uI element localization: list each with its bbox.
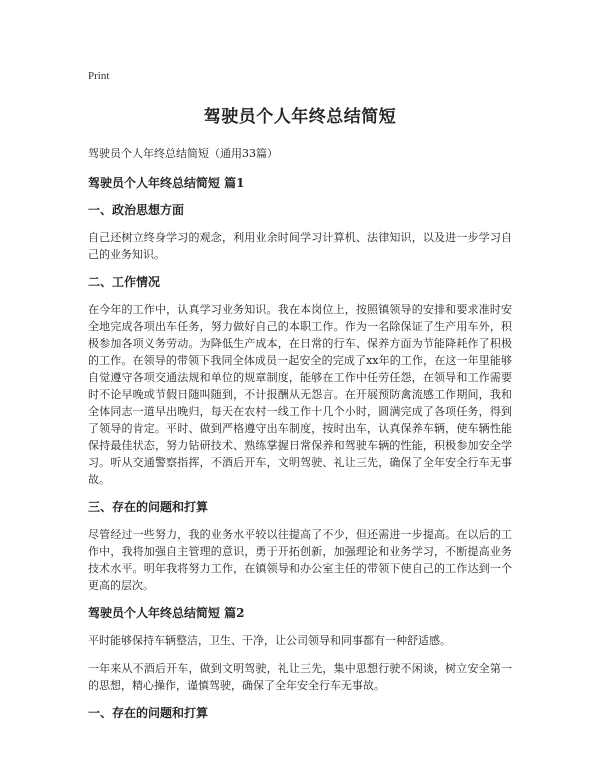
document-subtitle: 驾驶员个人年终总结简短（通用33篇） [88, 147, 278, 160]
article-heading-2: 驾驶员个人年终总结简短 篇2 [88, 606, 245, 620]
paragraph-cleanliness: 平时能够保持车辆整洁，卫生、干净，让公司领导和同事都有一种舒适感。 [88, 634, 451, 647]
article-heading-1: 驾驶员个人年终总结简短 篇1 [88, 176, 245, 190]
paragraph-politics: 自己还树立终身学习的观念，利用业余时间学习计算机、法律知识，以及进一步学习自己的业务知识。 [88, 231, 512, 261]
section-heading-problems-2: 一、存在的问题和打算 [88, 706, 209, 720]
paragraph-problems: 尽管经过一些努力，我的业务水平较以往提高了不少，但还需进一步提高。在以后的工作中，我将加强自主管理的意识，勇于开拓创新，加强理论和业务学习，不断提高业务技术水平。明年我将努力工作，在镇领导和办公室主任的带领下使自己的工作达到一个更高的层次。 [88, 528, 512, 592]
section-heading-problems: 三、存在的问题和打算 [88, 500, 209, 514]
document-title: 驾驶员个人年终总结简短 [203, 107, 397, 127]
paragraph-safety: 一年来从不酒后开车，做到文明驾驶，礼让三先，集中思想行驶不闲谈，树立安全第一的思想，精心操作，谨慎驾驶，确保了全年安全行车无事故。 [88, 662, 512, 692]
print-label[interactable]: Print [88, 70, 110, 82]
section-heading-politics: 一、政治思想方面 [88, 203, 185, 217]
document-body [88, 145, 512, 721]
paragraph-work: 在今年的工作中，认真学习业务知识。我在本岗位上，按照镇领导的安排和要求准时安全地完成各项出车任务，努力做好自己的本职工作。作为一名除保证了生产用车外，积极参加各项义务劳动。为降低生产成本，在日常的行车、保养方面为节能降耗作了积极的工作。在领导的带领下我同全体成员一起安全的完成了xx年的工作，在这一年里能够自觉遵守各项交通法规和单位的规章制度，能够在工作中任劳任怨，在领导和工作需要时不论早晚或节假日随叫随到，不计报酬从无怨言。在开展预防禽流感工作期间，我和全体同志一道早出晚归，每天在农村一线工作十几个小时，圆满完成了各项任务，得到了领导的肯定。平时、做到严格遵守出车制度，按时出车，认真保养车辆，使车辆性能保持最佳状态，努力钻研技术、熟练掌握日常保养和驾驶车辆的性能，积极参加安全学习。听从交通警察指挥，不酒后开车，文明驾驶、礼让三先，确保了全年安全行车无事故。 [88, 303, 512, 486]
section-heading-work: 二、工作情况 [88, 275, 161, 289]
